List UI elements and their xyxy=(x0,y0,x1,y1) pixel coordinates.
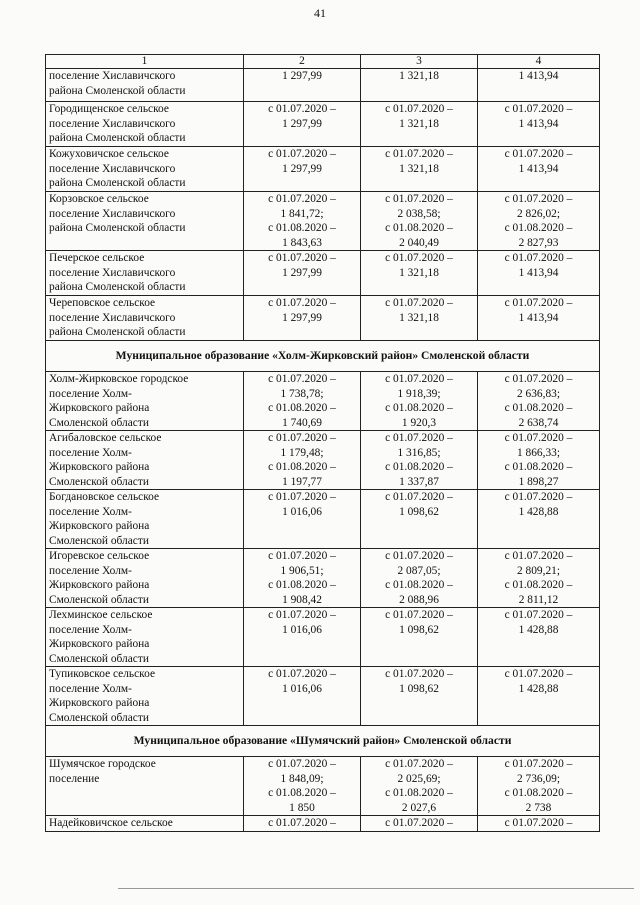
tariff-col-3 xyxy=(361,549,478,608)
tariff-col-2-line: с 01.07.2020 – xyxy=(268,609,336,621)
table-row xyxy=(46,192,600,251)
tariff-col-4-line: 1 413,94 xyxy=(518,70,559,82)
tariff-col-3-line: 1 321,18 xyxy=(399,311,439,324)
tariff-col-3-line: 1 321,18 xyxy=(399,117,439,130)
tariff-col-4 xyxy=(478,192,600,251)
tariff-col-3-line: с 01.08.2020 – xyxy=(385,579,453,591)
settlement-name xyxy=(46,816,244,832)
tariff-col-3 xyxy=(361,251,478,296)
settlement-name xyxy=(46,608,244,667)
column-number-row xyxy=(46,55,600,69)
settlement-name-line: поселение Холм- xyxy=(49,682,132,695)
table-body xyxy=(46,55,600,832)
settlement-name-line: Жирковского района xyxy=(49,579,150,591)
settlement-name-line: Смоленской области xyxy=(49,475,149,488)
table-row xyxy=(46,102,600,147)
tariff-col-4 xyxy=(478,549,600,608)
tariff-col-3-line: с 01.07.2020 – xyxy=(385,491,453,503)
tariff-col-2-line: 1 297,99 xyxy=(282,311,322,324)
table-row xyxy=(46,251,600,296)
tariff-col-2-line: 1 297,99 xyxy=(282,162,322,175)
settlement-name-line: Жирковского района xyxy=(49,697,150,709)
tariff-col-2 xyxy=(244,667,361,726)
tariff-col-3-line: 1 920,3 xyxy=(401,416,437,429)
settlement-name-line: поселение Холм- xyxy=(49,446,132,459)
tariff-col-3-line: с 01.07.2020 – xyxy=(385,373,453,385)
tariff-col-3-line: 1 918,39; xyxy=(397,387,441,400)
settlement-name-line: Надейковичское сельское xyxy=(49,817,173,829)
table-row xyxy=(46,816,600,832)
tariff-col-2-line: 1 738,78; xyxy=(280,387,324,400)
tariff-col-2-line: с 01.07.2020 – xyxy=(268,373,336,385)
tariff-col-3 xyxy=(361,490,478,549)
table-row xyxy=(46,147,600,192)
settlement-name xyxy=(46,549,244,608)
settlement-name-line: Смоленской области xyxy=(49,416,149,429)
tariff-col-4-line: 1 898,27 xyxy=(518,475,559,488)
tariff-col-3-line: 1 316,85; xyxy=(397,446,441,459)
tariff-col-4 xyxy=(478,296,600,341)
settlement-name-line: Смоленской области xyxy=(49,652,149,665)
tariff-col-3 xyxy=(361,102,478,147)
tariff-col-2 xyxy=(244,372,361,431)
column-number: 3 xyxy=(361,55,478,69)
tariff-col-4-line: 2 636,83; xyxy=(516,387,561,400)
settlement-name-line: Агибаловское сельское xyxy=(49,432,162,444)
tariff-col-3-line: 1 321,18 xyxy=(399,162,439,175)
tariff-col-4-line: с 01.08.2020 – xyxy=(504,461,573,473)
settlement-name-line: поселение Хиславичского xyxy=(49,70,176,82)
tariff-col-4-line: с 01.07.2020 – xyxy=(504,432,573,444)
tariff-col-2-line: 1 841,72; xyxy=(280,207,324,220)
tariff-col-2-line: 1 848,09; xyxy=(280,772,324,785)
tariff-col-4-line: с 01.07.2020 – xyxy=(504,193,573,205)
tariff-col-3 xyxy=(361,69,478,102)
settlement-name-line: Корзовское сельское xyxy=(49,193,149,205)
tariff-col-3-line: с 01.07.2020 – xyxy=(385,758,453,770)
tariff-col-4-line: с 01.08.2020 – xyxy=(504,222,573,234)
tariff-col-3-line: с 01.08.2020 – xyxy=(385,461,453,473)
settlement-name-line: района Смоленской области xyxy=(49,177,186,189)
tariff-col-4-line: с 01.07.2020 – xyxy=(504,758,573,770)
settlement-name-line: Смоленской области xyxy=(49,534,149,547)
settlement-name-line: Игоревское сельское xyxy=(49,550,150,562)
tariff-col-4-line: 2 638,74 xyxy=(518,416,559,429)
tariff-col-3-line: с 01.07.2020 – xyxy=(385,550,453,562)
tariff-col-2-line: с 01.07.2020 – xyxy=(268,103,336,115)
tariff-col-4-line: с 01.07.2020 – xyxy=(504,297,573,309)
tariff-col-3-line: 1 098,62 xyxy=(399,623,439,636)
tariff-col-3-line: 2 038,58; xyxy=(397,207,441,220)
tariff-col-2 xyxy=(244,608,361,667)
tariff-col-4 xyxy=(478,372,600,431)
page-number: 41 xyxy=(314,6,326,20)
settlement-name-line: поселение Хиславичского xyxy=(49,311,176,324)
table-row xyxy=(46,549,600,608)
settlement-name-line: поселение Холм- xyxy=(49,623,132,636)
tariff-col-2-line: с 01.07.2020 – xyxy=(268,148,336,160)
column-number: 4 xyxy=(478,55,600,69)
tariff-col-2-line: 1 740,69 xyxy=(282,416,322,429)
settlement-name-line: поселение Хиславичского xyxy=(49,207,176,220)
tariff-col-3 xyxy=(361,757,478,816)
tariff-col-4-line: 2 826,02; xyxy=(516,207,561,220)
tariff-col-4 xyxy=(478,608,600,667)
table-row xyxy=(46,296,600,341)
tariff-col-2-line: 1 016,06 xyxy=(282,623,322,636)
settlement-name-line: поселение Хиславичского xyxy=(49,162,176,175)
tariff-col-4-line: 2 811,12 xyxy=(518,593,559,606)
section-title: Муниципальное образование «Шумячский район» Смоленской области xyxy=(46,726,600,757)
tariff-col-2-line: с 01.07.2020 – xyxy=(268,432,336,444)
tariff-col-4-line: 2 827,93 xyxy=(518,236,559,249)
tariff-col-3 xyxy=(361,372,478,431)
settlement-name-line: Жирковского района xyxy=(49,461,150,473)
tariff-col-2 xyxy=(244,251,361,296)
tariff-col-2 xyxy=(244,431,361,490)
tariff-col-4-line: 2 809,21; xyxy=(516,564,561,577)
table-row xyxy=(46,667,600,726)
tariff-col-4 xyxy=(478,490,600,549)
settlement-name xyxy=(46,667,244,726)
tariff-col-2 xyxy=(244,816,361,832)
tariff-col-4-line: 1 413,94 xyxy=(518,266,559,279)
tariff-col-2-line: 1 016,06 xyxy=(282,505,322,518)
settlement-name-line: района Смоленской области xyxy=(49,281,186,293)
tariff-col-3-line: 1 098,62 xyxy=(399,682,439,695)
tariff-col-4-line: 1 413,94 xyxy=(518,117,559,130)
tariff-col-2-line: 1 297,99 xyxy=(282,70,322,82)
settlement-name-line: поселение Холм- xyxy=(49,387,132,400)
settlement-name-line: района Смоленской области xyxy=(49,132,186,144)
tariff-col-3-line: 2 088,96 xyxy=(399,593,439,606)
tariff-col-3-line: 1 321,18 xyxy=(399,266,439,279)
settlement-name xyxy=(46,296,244,341)
tariff-col-4 xyxy=(478,667,600,726)
tariff-col-4 xyxy=(478,251,600,296)
tariff-col-2 xyxy=(244,757,361,816)
settlement-name-line: поселение Холм- xyxy=(49,505,132,518)
tariff-col-2-line: 1 197,77 xyxy=(282,475,322,488)
tariff-col-2-line: с 01.07.2020 – xyxy=(268,297,336,309)
tariff-col-2-line: с 01.08.2020 – xyxy=(268,461,336,473)
settlement-name-line: поселение xyxy=(49,772,100,785)
table-row xyxy=(46,757,600,816)
tariff-col-2-line: с 01.07.2020 – xyxy=(268,817,336,829)
tariff-col-4-line: с 01.07.2020 – xyxy=(504,103,573,115)
tariff-col-2-line: с 01.08.2020 – xyxy=(268,787,336,799)
settlement-name-line: Тупиковское сельское xyxy=(49,668,156,680)
settlement-name xyxy=(46,757,244,816)
tariff-col-4 xyxy=(478,431,600,490)
tariff-col-2-line: 1 843,63 xyxy=(282,236,322,249)
tariff-col-2 xyxy=(244,549,361,608)
tariff-col-2 xyxy=(244,490,361,549)
tariff-col-3-line: 1 321,18 xyxy=(399,70,439,82)
settlement-name-line: Шумячское городское xyxy=(49,758,156,770)
tariff-col-2-line: 1 906,51; xyxy=(280,564,324,577)
tariff-col-4-line: 2 736,09; xyxy=(516,772,561,785)
tariff-col-3 xyxy=(361,147,478,192)
table-row xyxy=(46,372,600,431)
tariff-col-3 xyxy=(361,667,478,726)
tariff-col-2 xyxy=(244,296,361,341)
column-number: 1 xyxy=(46,55,244,69)
settlement-name-line: района Смоленской области xyxy=(49,84,186,97)
tariff-col-4-line: 1 428,88 xyxy=(518,505,559,518)
tariff-col-4-line: с 01.08.2020 – xyxy=(504,579,573,591)
table-row xyxy=(46,69,600,102)
tariff-col-2-line: 1 297,99 xyxy=(282,117,322,130)
tariff-col-3-line: с 01.07.2020 – xyxy=(385,252,453,264)
tariff-col-3-line: 2 040,49 xyxy=(399,236,439,249)
tariff-col-2-line: 1 850 xyxy=(289,801,315,814)
settlement-name xyxy=(46,251,244,296)
table-row xyxy=(46,490,600,549)
tariff-col-3-line: с 01.08.2020 – xyxy=(385,402,453,414)
settlement-name-line: поселение Хиславичского xyxy=(49,266,176,279)
tariff-col-2-line: с 01.07.2020 – xyxy=(268,550,336,562)
column-number: 2 xyxy=(244,55,361,69)
tariff-col-2-line: 1 179,48; xyxy=(280,446,324,459)
tariff-col-2-line: с 01.07.2020 – xyxy=(268,491,336,503)
settlement-name xyxy=(46,102,244,147)
tariff-col-4-line: с 01.07.2020 – xyxy=(504,148,573,160)
tariff-col-4 xyxy=(478,816,600,832)
settlement-name-line: Кожуховичское сельское xyxy=(49,148,169,160)
tariff-table xyxy=(45,54,600,832)
tariff-col-3-line: с 01.08.2020 – xyxy=(385,222,453,234)
tariff-col-2-line: с 01.07.2020 – xyxy=(268,758,336,770)
tariff-col-2-line: 1 297,99 xyxy=(282,266,322,279)
settlement-name-line: Жирковского района xyxy=(49,520,150,532)
tariff-col-2-line: с 01.07.2020 – xyxy=(268,252,336,264)
settlement-name xyxy=(46,490,244,549)
tariff-col-4-line: с 01.07.2020 – xyxy=(504,668,573,680)
section-title: Муниципальное образование «Холм-Жирковский район» Смоленской области xyxy=(46,341,600,372)
settlement-name-line: района Смоленской области xyxy=(49,326,186,338)
tariff-col-3-line: 2 027,6 xyxy=(401,801,437,814)
settlement-name-line: Жирковского района xyxy=(49,402,150,414)
tariff-col-4-line: 2 738 xyxy=(525,801,552,814)
tariff-col-4-line: с 01.08.2020 – xyxy=(504,787,573,799)
tariff-col-3-line: с 01.07.2020 – xyxy=(385,817,453,829)
tariff-col-4-line: с 01.07.2020 – xyxy=(504,252,573,264)
settlement-name-line: района Смоленской области xyxy=(49,222,186,234)
settlement-name-line: Смоленской области xyxy=(49,711,149,724)
tariff-col-4-line: с 01.07.2020 – xyxy=(504,817,573,829)
tariff-col-3-line: с 01.07.2020 – xyxy=(385,668,453,680)
settlement-name-line: Печерское сельское xyxy=(49,252,145,264)
settlement-name xyxy=(46,147,244,192)
tariff-col-3-line: с 01.07.2020 – xyxy=(385,609,453,621)
tariff-col-4-line: с 01.07.2020 – xyxy=(504,550,573,562)
tariff-col-3 xyxy=(361,192,478,251)
tariff-col-3-line: с 01.07.2020 – xyxy=(385,103,453,115)
settlement-name-line: Лехминское сельское xyxy=(49,609,153,621)
tariff-col-3 xyxy=(361,608,478,667)
tariff-col-2-line: с 01.08.2020 – xyxy=(268,402,336,414)
tariff-col-2-line: с 01.08.2020 – xyxy=(268,222,336,234)
tariff-col-4-line: с 01.07.2020 – xyxy=(504,609,573,621)
table-row xyxy=(46,608,600,667)
tariff-col-3 xyxy=(361,431,478,490)
tariff-col-4 xyxy=(478,69,600,102)
settlement-name-line: Холм-Жирковское городское xyxy=(49,373,189,385)
tariff-col-4-line: 1 866,33; xyxy=(516,446,561,459)
settlement-name-line: поселение Холм- xyxy=(49,564,132,577)
tariff-col-3-line: с 01.07.2020 – xyxy=(385,193,453,205)
settlement-name-line: Смоленской области xyxy=(49,593,149,606)
section-header-row xyxy=(46,726,600,757)
tariff-col-2 xyxy=(244,69,361,102)
tariff-col-2 xyxy=(244,102,361,147)
tariff-col-4-line: с 01.08.2020 – xyxy=(504,402,573,414)
tariff-col-4-line: 1 428,88 xyxy=(518,682,559,695)
tariff-col-2-line: 1 908,42 xyxy=(282,593,322,606)
table-row xyxy=(46,431,600,490)
tariff-col-3-line: 1 098,62 xyxy=(399,505,439,518)
tariff-col-3 xyxy=(361,816,478,832)
settlement-name xyxy=(46,69,244,102)
tariff-col-2-line: 1 016,06 xyxy=(282,682,322,695)
settlement-name-line: поселение Хиславичского xyxy=(49,117,176,130)
settlement-name xyxy=(46,192,244,251)
settlement-name-line: Жирковского района xyxy=(49,638,150,650)
settlement-name xyxy=(46,431,244,490)
tariff-col-4-line: 1 413,94 xyxy=(518,311,559,324)
tariff-col-3-line: 2 087,05; xyxy=(397,564,441,577)
settlement-name-line: Богдановское сельское xyxy=(49,491,160,503)
tariff-col-4 xyxy=(478,102,600,147)
section-header-row xyxy=(46,341,600,372)
tariff-col-4-line: 1 413,94 xyxy=(518,162,559,175)
tariff-col-3-line: с 01.07.2020 – xyxy=(385,297,453,309)
tariff-col-4-line: 1 428,88 xyxy=(518,623,559,636)
tariff-col-3-line: 2 025,69; xyxy=(397,772,441,785)
tariff-col-2 xyxy=(244,192,361,251)
tariff-col-4-line: с 01.07.2020 – xyxy=(504,491,573,503)
tariff-col-2 xyxy=(244,147,361,192)
tariff-col-4-line: с 01.07.2020 – xyxy=(504,373,573,385)
tariff-col-4 xyxy=(478,757,600,816)
settlement-name-line: Череповское сельское xyxy=(49,297,156,309)
tariff-col-3-line: 1 337,87 xyxy=(399,475,439,488)
tariff-col-3-line: с 01.08.2020 – xyxy=(385,787,453,799)
tariff-col-2-line: с 01.07.2020 – xyxy=(268,193,336,205)
tariff-col-2-line: с 01.07.2020 – xyxy=(268,668,336,680)
tariff-col-2-line: с 01.08.2020 – xyxy=(268,579,336,591)
tariff-col-3-line: с 01.07.2020 – xyxy=(385,148,453,160)
settlement-name-line: Городищенское сельское xyxy=(49,103,169,115)
tariff-col-3-line: с 01.07.2020 – xyxy=(385,432,453,444)
settlement-name xyxy=(46,372,244,431)
page-bottom-rule xyxy=(118,888,634,889)
tariff-col-3 xyxy=(361,296,478,341)
tariff-col-4 xyxy=(478,147,600,192)
